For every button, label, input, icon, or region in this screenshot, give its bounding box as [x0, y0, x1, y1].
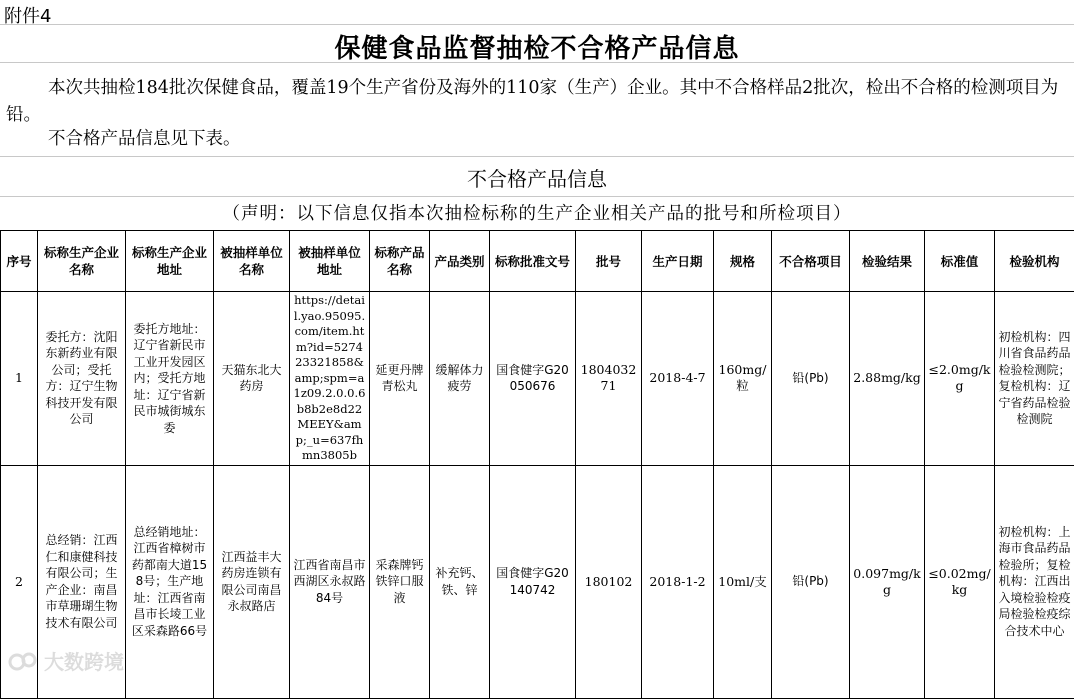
test-result: 2.88mg/kg	[850, 292, 925, 466]
product-name: 延更丹牌青松丸	[370, 292, 430, 466]
column-header: 标称产品名称	[370, 231, 430, 292]
product-category: 补充钙、铁、锌	[430, 465, 490, 698]
nonconforming-products-table	[0, 230, 1074, 699]
column-header: 检验结果	[850, 231, 925, 292]
product-name: 采森牌钙铁锌口服液	[370, 465, 430, 698]
manufacturer-address: 委托方地址：辽宁省新民市工业开发园区内；受托方地址：辽宁省新民市城街城东委	[126, 292, 214, 466]
standard-value: ≤0.02mg/kg	[925, 465, 995, 698]
table-row	[1, 292, 1074, 466]
column-header: 不合格项目	[772, 231, 850, 292]
column-header: 产品类别	[430, 231, 490, 292]
declaration-text: （声明：以下信息仅指本次抽检标称的生产企业相关产品的批号和所检项目）	[0, 200, 1074, 225]
approval-number: 国食健字G20140742	[490, 465, 576, 698]
manufacturer-name: 总经销：江西仁和康健科技有限公司；生产企业：南昌市草珊瑚生物技术有限公司	[38, 465, 126, 698]
column-header: 标称批准文号	[490, 231, 576, 292]
product-category: 缓解体力疲劳	[430, 292, 490, 466]
specification: 160mg/粒	[714, 292, 772, 466]
manufacturer-address: 总经销地址：江西省樟树市药都南大道158号；生产地址：江西省南昌市长堎工业区采森路66号	[126, 465, 214, 698]
failed-item: 铅(Pb)	[772, 292, 850, 466]
watermark	[8, 646, 124, 675]
failed-item: 铅(Pb)	[772, 465, 850, 698]
testing-agency: 初检机构：四川省食品药品检验检测院；复检机构：辽宁省药品检验检测院	[995, 292, 1074, 466]
grid-line	[0, 0, 1074, 25]
manufacturer-name: 委托方：沈阳东新药业有限公司；受托方：辽宁生物科技开发有限公司	[38, 292, 126, 466]
testing-agency: 初检机构：上海市食品药品检验所；复检机构：江西出入境检验检疫局检验检疫综合技术中心	[995, 465, 1074, 698]
batch-number: 180102	[576, 465, 642, 698]
column-header: 生产日期	[642, 231, 714, 292]
watermark-logo-icon	[8, 650, 38, 672]
column-header: 标称生产企业名称	[38, 231, 126, 292]
intro-paragraph-note: 不合格产品信息见下表。	[6, 126, 1066, 153]
specification: 10ml/支	[714, 465, 772, 698]
column-header: 被抽样单位名称	[214, 231, 290, 292]
sampled-unit-name: 天猫东北大药房	[214, 292, 290, 466]
attachment-label: 附件4	[4, 2, 51, 28]
column-header: 标称生产企业地址	[126, 231, 214, 292]
sampled-unit-address: https://detail.yao.95095.com/item.htm?id=527423321858&amp;spm=a1z09.2.0.0.6b8b2e8d22MEEY&amp;_u=637fhmn3805b	[290, 292, 370, 466]
production-date: 2018-4-7	[642, 292, 714, 466]
row-number: 2	[1, 465, 38, 698]
column-header: 检验机构	[995, 231, 1074, 292]
column-header: 批号	[576, 231, 642, 292]
sampled-unit-address: 江西省南昌市西湖区永叔路84号	[290, 465, 370, 698]
table-header-row	[1, 231, 1074, 292]
watermark-text: 大数跨境	[44, 646, 124, 675]
sampled-unit-name: 江西益丰大药房连锁有限公司南昌永叔路店	[214, 465, 290, 698]
approval-number: 国食健字G20050676	[490, 292, 576, 466]
column-header: 标准值	[925, 231, 995, 292]
table-title: 不合格产品信息	[0, 163, 1074, 192]
column-header: 序号	[1, 231, 38, 292]
intro-paragraph: 本次共抽检184批次保健食品，覆盖19个生产省份及海外的110家（生产）企业。其中不合格样品2批次，检出不合格的检测项目为铅。	[6, 75, 1066, 129]
batch-number: 180403271	[576, 292, 642, 466]
column-header: 规格	[714, 231, 772, 292]
production-date: 2018-1-2	[642, 465, 714, 698]
row-number: 1	[1, 292, 38, 466]
page-title: 保健食品监督抽检不合格产品信息	[0, 28, 1074, 65]
table-row	[1, 465, 1074, 698]
standard-value: ≤2.0mg/kg	[925, 292, 995, 466]
test-result: 0.097mg/kg	[850, 465, 925, 698]
column-header: 被抽样单位地址	[290, 231, 370, 292]
